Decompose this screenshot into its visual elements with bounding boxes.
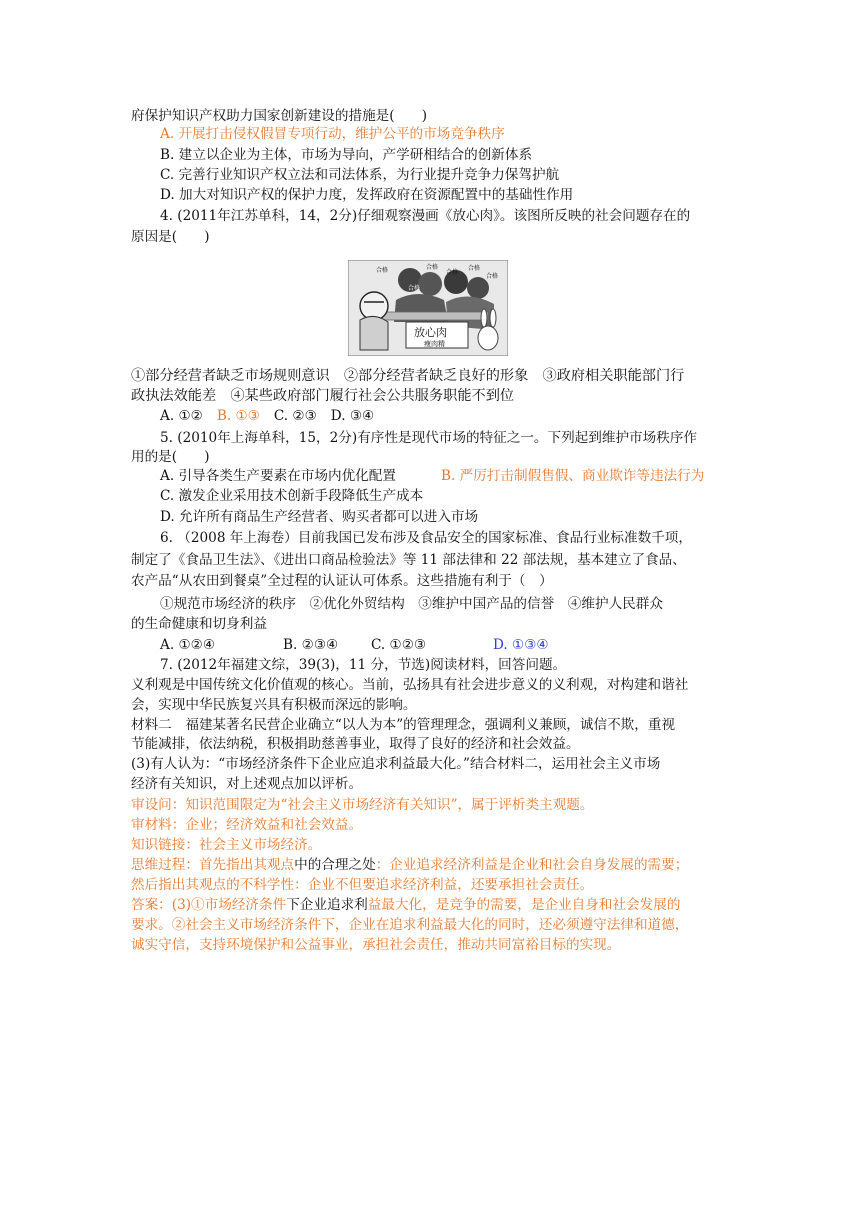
cartoon-label-6: 合格 (408, 285, 421, 292)
q3-option-c: C. 完善行业知识产权立法和司法体系，为行业提升竞争力保驾护航 (160, 167, 560, 183)
q7-answer-line2: 要求。②社会主义市场经济条件下，企业在追求利益最大化的同时，还必须遵守法律和道德， (131, 917, 689, 933)
q7-answer-part-b: 下企业追求利 (286, 897, 368, 913)
q7-thinking-line1 (131, 855, 688, 875)
q3-option-b: B. 建立以企业为主体，市场为导向，产学研相结合的创新体系 (160, 147, 533, 163)
cartoon-label-2: 合格 (426, 264, 439, 271)
q7-analysis-material: 审材料：企业；经济效益和社会效益。 (131, 817, 363, 833)
q3-option-a: A. 开展打击侵权假冒专项行动，维护公平的市场竞争秩序 (160, 126, 505, 142)
q7-thinking-part-a: 思维过程：首先指出其观点 (131, 857, 295, 873)
q7-answer-line1 (131, 895, 680, 915)
cartoon-caption: 放心肉 (414, 326, 447, 339)
cartoon-label-5: 合格 (486, 273, 499, 280)
q6-option-a: A. ①②④ (160, 637, 216, 653)
q3-option-d: D. 加大对知识产权的保护力度，发挥政府在资源配置中的基础性作用 (160, 187, 574, 203)
q7-thinking-part-c: ：企业追求经济利益是企业和社会自身发展的需要； (375, 857, 689, 873)
q6-statements-line2: 的生命健康和切身利益 (131, 616, 267, 632)
q6-option-c: C. ①②③ (371, 637, 427, 653)
q5-stem-line2: 用的是( ) (131, 449, 210, 465)
q7-stem: 7. (2012年福建文综，39(3)，11 分，节选)阅读材料，回答问题。 (160, 657, 567, 673)
q5-stem-line1: 5. (2010年上海单科，15，2分)有序性是现代市场的特征之一。下列起到维护市场秩序作 (160, 430, 698, 446)
q6-statements-line1: ①规范市场经济的秩序 ②优化外贸结构 ③维护中国产品的信誉 ④维护人民群众 (160, 596, 663, 612)
q7-question-line1: (3)有人认为：“市场经济条件下企业应追求利益最大化。”结合材料二，运用社会主义市场 (131, 756, 661, 772)
q4-option-b: B. ①③ (216, 408, 260, 424)
q7-analysis-question: 审设问：知识范围限定为“社会主义市场经济有关知识”，属于评析类主观题。 (131, 797, 594, 813)
q5-option-a: A. 引导各类生产要素在市场内优化配置 (160, 468, 396, 484)
q6-option-d: D. ①③④ (493, 637, 549, 653)
q6-stem-line3: 农产品“从农田到餐桌”全过程的认证认可体系。这些措施有利于（ ） (131, 573, 553, 589)
q4-stem-line2: 原因是( ) (131, 229, 210, 245)
q6-stem-line2: 制定了《食品卫生法》、《进出口商品检验法》等 11 部法律和 22 部法规，基本建立了食品、 (131, 552, 686, 568)
q7-thinking-line2: 然后指出其观点的不科学性：企业不但要追求经济利益，还要承担社会责任。 (131, 877, 594, 893)
cartoon-label-3: 合格 (446, 269, 459, 276)
q7-material2-line1: 材料二 福建某著名民营企业确立“以人为本”的管理理念，强调利义兼顾，诚信不欺，重视 (131, 717, 676, 733)
q4-option-a: A. ①② (160, 408, 203, 424)
q5-option-b: B. 严厉打击制假售假、商业欺诈等违法行为 (441, 468, 705, 484)
q6-stem-line1: 6. （2008 年上海卷）目前我国已发布涉及食品安全的国家标准、食品行业标准数千项， (160, 530, 692, 546)
q7-material-intro-line2: 会，实现中华民族复兴具有积极而深远的影响。 (131, 697, 417, 713)
cartoon-drawing (348, 260, 508, 356)
q4-statements-line1: ①部分经营者缺乏市场规则意识 ②部分经营者缺乏良好的形象 ③政府相关职能部门行 (131, 368, 685, 384)
cartoon-image (348, 260, 508, 356)
q3-stem: 府保护知识产权助力国家创新建设的措施是( ) (131, 108, 428, 124)
q4-statements-line2: 政执法效能差 ④某些政府部门履行社会公共服务职能不到位 (131, 388, 515, 404)
q6-option-b: B. ②③④ (283, 637, 339, 653)
q5-option-c: C. 激发企业采用技术创新手段降低生产成本 (160, 488, 424, 504)
q4-option-d: D. ③④ (330, 408, 375, 424)
q7-material2-line2: 节能减排，依法纳税，积极捐助慈善事业，取得了良好的经济和社会效益。 (131, 736, 580, 752)
q5-option-d: D. 允许所有商品生产经营者、购买者都可以进入市场 (160, 509, 479, 525)
cartoon-label-4: 合格 (468, 265, 481, 272)
q4-option-c: C. ②③ (273, 408, 317, 424)
q7-answer-part-c: 益最大化，是竞争的需要，是企业自身和社会发展的 (367, 897, 681, 913)
q4-stem-line1: 4. (2011年江苏单科，14，2分)仔细观察漫画《放心肉》。该图所反映的社会问题存在的 (160, 208, 691, 224)
q7-answer-part-a: 答案：(3)①市场经济条件 (131, 897, 287, 913)
q7-question-line2: 经济有关知识，对上述观点加以评析。 (131, 776, 363, 792)
q7-answer-line3: 诚实守信，支持环境保护和公益事业，承担社会责任，推动共同富裕目标的实现。 (131, 937, 621, 953)
cartoon-label-1: 合格 (376, 267, 389, 274)
q7-material-intro-line1: 义利观是中国传统文化价值观的核心。当前，弘扬具有社会进步意义的义利观，对构建和谐社 (131, 677, 689, 693)
q4-options (160, 406, 374, 426)
q7-thinking-part-b: 中的合理之处 (294, 857, 376, 873)
q7-knowledge-link: 知识链接：社会主义市场经济。 (131, 837, 322, 853)
cartoon-subcaption: 瘦肉精 (424, 340, 445, 348)
